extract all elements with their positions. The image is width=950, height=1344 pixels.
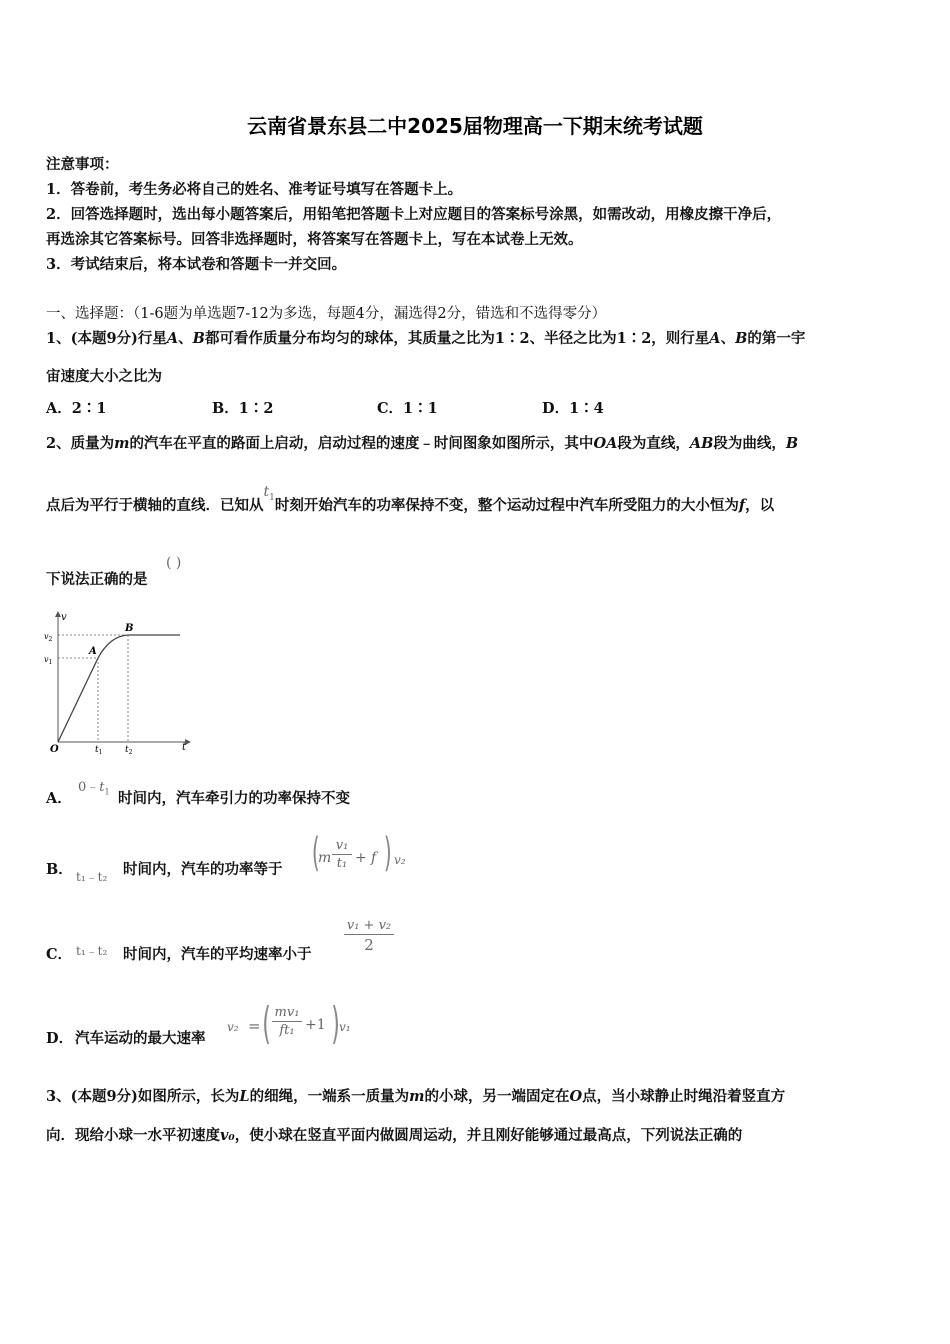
q1-option-a[interactable]: A．2∶1 bbox=[46, 400, 107, 417]
q1-var-b: B bbox=[735, 330, 748, 347]
notice-heading: 注意事项： bbox=[46, 156, 119, 173]
question-2-line-3: 下说法正确的是 bbox=[46, 571, 148, 588]
q2-option-b[interactable]: B． bbox=[46, 861, 73, 878]
q1-text: 、 bbox=[720, 330, 736, 347]
v1-label: $v_1$ bbox=[44, 655, 53, 666]
q2-text: 点后为平行于横轴的直线．已知从 bbox=[46, 497, 264, 514]
q2-text: 段为曲线， bbox=[713, 435, 786, 452]
v-axis-label: v bbox=[61, 612, 67, 623]
segment-oa bbox=[58, 658, 98, 742]
notice-item: 3．考试结束后，将本试卷和答题卡一并交回。 bbox=[46, 256, 347, 273]
var-m: m bbox=[318, 850, 332, 866]
q3-var-l: L bbox=[239, 1088, 250, 1105]
question-3-line-2 bbox=[46, 1124, 742, 1145]
question-2-line-1 bbox=[46, 432, 798, 453]
page-title: 云南省景东县二中2025届物理高一下期末统考试题 bbox=[247, 114, 703, 138]
t1-label: $t_1$ bbox=[95, 745, 103, 756]
plus-one: +1 bbox=[305, 1017, 326, 1033]
q2-var-ab: AB bbox=[689, 435, 714, 452]
q1-option-b[interactable]: B．1∶2 bbox=[212, 400, 274, 417]
q1-option-d[interactable]: D．1∶4 bbox=[542, 400, 604, 417]
q2-text: 2、质量为 bbox=[46, 435, 115, 452]
var-v2: v₂ bbox=[227, 1020, 239, 1034]
point-a-label: A bbox=[89, 646, 97, 657]
q2-option-d[interactable]: D． bbox=[46, 1030, 74, 1047]
paren-left: ( bbox=[311, 830, 320, 876]
q3-text: 的小球，另一端固定在 bbox=[424, 1088, 570, 1105]
origin-label: O bbox=[50, 744, 59, 755]
q2-option-c-range: t₁﹣t₂ bbox=[76, 944, 108, 958]
question-3-line-1 bbox=[46, 1085, 785, 1106]
q2-option-d-text: 汽车运动的最大速率 bbox=[75, 1030, 206, 1047]
q2-var-m: m bbox=[114, 435, 130, 452]
notice-item: 再选涂其它答案标号。回答非选择题时，将答案写在答题卡上，写在本试卷上无效。 bbox=[46, 231, 583, 248]
question-1-line-2: 宙速度大小之比为 bbox=[46, 368, 162, 385]
q2-text: ，以 bbox=[745, 497, 775, 514]
q2-option-a[interactable] bbox=[46, 787, 72, 808]
q2-option-b-range: t₁﹣t₂ bbox=[76, 870, 108, 884]
q3-text: 向．现给小球一水平初速度 bbox=[46, 1127, 220, 1144]
segment-ab bbox=[98, 635, 128, 658]
q3-text: 点，当小球静止时绳沿着竖直方 bbox=[582, 1088, 786, 1105]
q3-var-o: O bbox=[569, 1088, 583, 1105]
q3-var-m: m bbox=[409, 1088, 425, 1105]
q1-text: 1、(本题9分)行星 bbox=[46, 330, 167, 347]
q2-option-c-text: 时间内，汽车的平均速率小于 bbox=[123, 946, 312, 963]
q2-option-b-text: 时间内，汽车的功率等于 bbox=[123, 861, 283, 878]
notice-item: 1．答卷前，考生务必将自己的姓名、准考证号填写在答题卡上。 bbox=[46, 181, 463, 198]
option-label: A． bbox=[46, 790, 72, 807]
q2-text: 时刻开始汽车的功率保持不变，整个运动过程中汽车所受阻力的大小恒为 bbox=[274, 497, 739, 514]
q1-option-c[interactable]: C．1∶1 bbox=[377, 400, 438, 417]
q3-var-v0: v₀ bbox=[220, 1127, 235, 1144]
paren-right: ) bbox=[383, 830, 392, 876]
q2-option-a-range: $0﹣t_1$ bbox=[78, 780, 110, 797]
fraction-mv1-ft1: mv₁ ft₁ bbox=[272, 1005, 302, 1038]
q1-text: 都可看作质量分布均匀的球体，其质量之比为1∶2、半径之比为1∶2，则行星 bbox=[204, 330, 710, 347]
fraction-avg-speed: v₁ + v₂ 2 bbox=[344, 918, 394, 954]
q3-text: ，使小球在竖直平面内做圆周运动，并且刚好能够通过最高点，下列说法正确的 bbox=[234, 1127, 743, 1144]
q1-text: 的第一宇 bbox=[747, 330, 806, 347]
q2-option-a-text: 时间内，汽车牵引力的功率保持不变 bbox=[118, 790, 350, 807]
paren-right: ) bbox=[331, 998, 340, 1049]
section-heading: 一、选择题：（1-6题为单选题7-12为多选，每题4分，漏选得2分，错选和不选得零分） bbox=[46, 306, 607, 322]
q2-var-b: B bbox=[785, 435, 799, 452]
q2-var-oa: OA bbox=[593, 435, 618, 452]
var-f: f bbox=[371, 850, 377, 866]
q3-text: 3、(本题9分)如图所示，长为 bbox=[46, 1088, 240, 1105]
t-axis-label: t bbox=[182, 742, 187, 753]
q2-var-f: f bbox=[738, 497, 746, 514]
question-2-line-2 bbox=[46, 484, 775, 517]
q2-text: 段为直线， bbox=[617, 435, 690, 452]
q2-t1: $t_1$ bbox=[263, 484, 275, 503]
q1-text: 、 bbox=[178, 330, 193, 347]
var-v1: v₁ bbox=[339, 1020, 351, 1034]
t2-label: $t_2$ bbox=[125, 745, 133, 756]
velocity-time-graph bbox=[40, 606, 200, 756]
q1-var-a: A bbox=[709, 330, 721, 347]
paren-left: ( bbox=[262, 998, 271, 1049]
notice-item: 2．回答选择题时，选出每小题答案后，用铅笔把答题卡上对应题目的答案标号涂黑，如需改动，用橡皮擦干净后， bbox=[46, 206, 782, 223]
q1-var-a: A bbox=[166, 330, 179, 347]
equals-sign: = bbox=[248, 1017, 261, 1035]
answer-bracket[interactable]: ( ) bbox=[166, 555, 182, 571]
v2-label: $v_2$ bbox=[44, 632, 53, 643]
fraction-v1-t1: v₁ t₁ bbox=[332, 838, 352, 871]
q1-var-b: B bbox=[192, 330, 205, 347]
q3-text: 的细绳，一端系一质量为 bbox=[249, 1088, 410, 1105]
point-b-label: B bbox=[125, 623, 134, 634]
var-v2: v₂ bbox=[394, 853, 406, 867]
question-1-line-1 bbox=[46, 327, 805, 348]
q2-option-c[interactable]: C． bbox=[46, 946, 73, 963]
plus-sign: + bbox=[355, 850, 367, 866]
q2-text: 的汽车在平直的路面上启动，启动过程的速度﹣时间图象如图所示，其中 bbox=[129, 435, 594, 452]
